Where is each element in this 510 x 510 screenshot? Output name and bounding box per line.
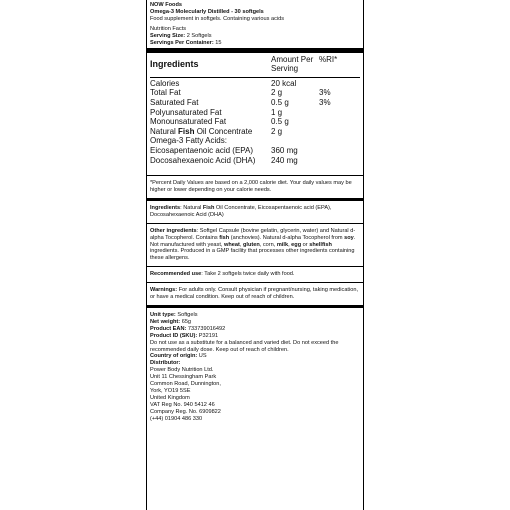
other-ingredients-label: Other ingredients <box>150 227 197 234</box>
nutrition-facts-block <box>150 26 360 46</box>
distributor-label: Distributor: <box>150 360 181 367</box>
allergen-soy: soy <box>344 234 354 241</box>
row-amount: 0.5 g <box>271 97 289 107</box>
serving-size-value: 2 Softgels <box>186 32 212 39</box>
ingredients-section <box>147 201 363 224</box>
row-amount: 20 kcal <box>271 77 319 88</box>
other-text: , <box>239 241 243 248</box>
row-name: Saturated Fat <box>150 97 199 107</box>
servings-value: 15 <box>215 39 222 46</box>
row-ri <box>319 77 360 88</box>
table-row <box>150 108 360 118</box>
other-text: , <box>288 241 292 248</box>
allergen-shellfish: shellfish <box>309 241 332 248</box>
serving-size-label: Serving Size: <box>150 32 186 39</box>
sku-label: Product ID (SKU): <box>150 332 198 339</box>
disclaimer-text: Do not use as a substitute for a balanced and varied diet. Do not exceed the recommended daily dose. Keep out of reach of children. <box>150 339 339 353</box>
servings-label: Servings Per Container: <box>150 39 214 46</box>
unit-type-value: Softgels <box>175 311 198 318</box>
recommended-use-label: Recommended use <box>150 271 202 278</box>
product-name: Omega-3 Molecularly Distilled - 30 softgels <box>150 8 264 15</box>
allergen-egg: egg <box>291 241 302 248</box>
row-name-post: Oil Concentrate <box>194 126 253 136</box>
col-ingredients-header: Ingredients <box>150 58 199 69</box>
row-name-pre: Natural <box>150 126 179 136</box>
recommended-use-text: : Take 2 softgels twice daily with food. <box>201 271 295 278</box>
allergen-fish: fish <box>219 234 230 241</box>
table-row <box>150 98 360 108</box>
supplement-label <box>146 0 364 510</box>
brand-name: NOW Foods <box>150 2 183 8</box>
other-text: . Not manufactured with yeast, <box>150 234 356 248</box>
row-amount: 2 g <box>271 126 283 136</box>
nutrition-facts-title: Nutrition Facts <box>150 26 187 33</box>
row-amount: 240 mg <box>271 155 298 165</box>
table-row <box>150 136 360 146</box>
distributor-line: (+44) 01904 486 330 <box>150 415 203 422</box>
table-row <box>150 156 360 166</box>
ingredients-text: Oil Concentrate, Eicosapentaenoic acid (EPA), Docosahexaenoic Acid (DHA) <box>150 204 332 218</box>
other-ingredients-section <box>147 224 363 268</box>
product-sku <box>150 333 360 340</box>
unit-type <box>150 312 360 319</box>
row-amount: 2 g <box>271 88 283 98</box>
net-weight-value: 65g <box>180 318 192 325</box>
row-name: Polyunsaturated Fat <box>150 107 222 117</box>
row-ri <box>319 117 360 127</box>
product-description: Food supplement in softgels. Containing various acids <box>150 15 285 22</box>
table-row <box>150 117 360 127</box>
row-name: Total Fat <box>150 88 181 98</box>
other-text: , corn, <box>259 241 277 248</box>
row-name: Eicosapentaenoic acid (EPA) <box>150 145 254 155</box>
footnote-text: *Percent Daily Values are based on a 2,000 calorie diet. Your daily values may be higher or lower depending on your calorie needs. <box>150 180 352 194</box>
distributor-line: Company Reg. No. 6909822 <box>150 408 221 415</box>
table-row <box>150 146 360 156</box>
warnings-label: Warnings: <box>150 287 178 294</box>
allergen-fish: Fish <box>202 204 215 211</box>
row-amount: 360 mg <box>271 145 298 155</box>
row-name: Omega-3 Fatty Acids: <box>150 136 227 146</box>
distributor-line: Power Body Nutrition Ltd. <box>150 367 214 374</box>
serving-size <box>150 33 360 40</box>
allergen-milk: milk <box>276 241 289 248</box>
product-info-section <box>147 308 363 427</box>
unit-type-label: Unit type: <box>150 311 176 318</box>
daily-value-footnote <box>147 176 363 199</box>
table-row <box>150 88 360 98</box>
ean-value: 733739016492 <box>186 325 226 332</box>
table-header-row <box>150 53 360 77</box>
product-ean <box>150 326 360 333</box>
row-ri <box>319 156 360 166</box>
row-name: Monounsaturated Fat <box>150 117 227 127</box>
origin-label: Country of origin: <box>150 353 198 360</box>
product-header <box>150 0 360 46</box>
table-row <box>150 77 360 88</box>
allergen-gluten: gluten <box>242 241 260 248</box>
nutrition-table <box>150 53 360 165</box>
ingredients-text: : Natural <box>180 204 203 211</box>
distributor-line: York, YO19 5SE <box>150 387 191 394</box>
other-text: or <box>301 241 310 248</box>
recommended-use-section <box>147 267 363 283</box>
origin-value: US <box>197 353 207 360</box>
row-ri: 3% <box>319 97 331 107</box>
row-ri: 3% <box>319 88 331 98</box>
other-text: : Softgel Capsule (bovine gelatin, glycerin, water) and Natural d-alpha Tocopherol. Contains <box>150 227 356 241</box>
row-amount: 1 g <box>271 107 283 117</box>
table-row <box>150 127 360 137</box>
servings-per-container <box>150 40 360 47</box>
row-ri <box>319 146 360 156</box>
ean-label: Product EAN: <box>150 325 187 332</box>
allergen-wheat: wheat <box>224 241 240 248</box>
other-text: ingredients. Produced in a GMP facility that processes other ingredients containing these allergens. <box>150 248 355 262</box>
row-name: Calories <box>150 77 271 88</box>
other-text: (anchovies). Natural d-alpha Tocopherol from <box>229 234 345 241</box>
row-amount: 0.5 g <box>271 117 289 127</box>
distributor-line: United Kingdom <box>150 394 190 401</box>
ingredients-label: Ingredients <box>150 204 181 211</box>
col-amount-header: Amount Per Serving <box>271 55 314 74</box>
net-weight <box>150 319 360 326</box>
allergen-fish: Fish <box>178 126 195 136</box>
country-of-origin <box>150 353 360 360</box>
row-name <box>150 127 271 137</box>
row-ri <box>319 127 360 137</box>
sku-value: P32191 <box>197 332 219 339</box>
distributor-line: VAT Reg No. 940 5412 46 <box>150 401 215 408</box>
warnings-section <box>147 283 363 306</box>
distributor-line: Common Road, Dunnington, <box>150 381 221 388</box>
net-weight-label: Net weight: <box>150 318 181 325</box>
row-ri <box>319 108 360 118</box>
distributor-line: Unit 11 Chessingham Park <box>150 374 217 381</box>
row-name: Docosahexaenoic Acid (DHA) <box>150 155 256 165</box>
warnings-text: For adults only. Consult physician if pregnant/nursing, taking medication, or have a medical condition. Keep out of reach of children. <box>150 287 358 301</box>
col-ri-header: %RI* <box>319 55 338 65</box>
